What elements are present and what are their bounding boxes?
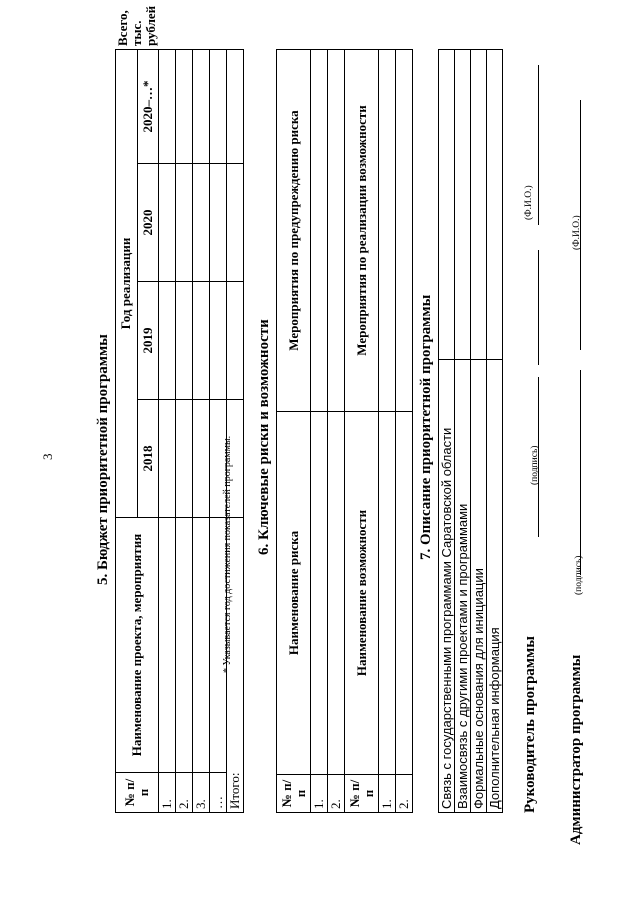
budget-year-2019: 2019	[137, 282, 159, 400]
budget-col-name: Наименование проекта, мероприятия	[116, 518, 159, 773]
table-row	[193, 50, 210, 813]
section7-title: 7. Описание приоритетной программы	[418, 294, 434, 560]
description-table	[438, 49, 503, 813]
budget-col-year-group: Год реализации	[116, 50, 138, 518]
name-line-leader	[538, 250, 539, 365]
risk-row-num: 1.	[311, 775, 328, 813]
description-row-label: Взаимосвязь с другими проектами и программами	[455, 360, 471, 813]
signature-role-leader: Руководитель программы	[522, 636, 538, 813]
opportunity-row-num: 2.	[396, 775, 413, 813]
section6-title: 6. Ключевые риски и возможности	[256, 319, 272, 555]
table-row	[487, 50, 503, 813]
table-row	[455, 50, 471, 813]
budget-row-num: 1.	[159, 773, 176, 813]
name-label-leader: (Ф.И.О.)	[524, 185, 534, 220]
opportunities-col-num: № п/п	[345, 775, 379, 813]
budget-row-num: 3.	[193, 773, 210, 813]
table-row	[328, 50, 345, 813]
opportunities-col-name: Наименование возможности	[345, 412, 379, 775]
description-row-label: Формальные основания для инициации	[471, 360, 487, 813]
risks-col-num: № п/п	[277, 775, 311, 813]
risks-col-risk: Наименование риска	[277, 412, 311, 775]
signature-label-admin: (подпись)	[574, 555, 584, 595]
description-row-label: Связь с государственными программами Саратовской области	[439, 360, 455, 813]
table-row	[471, 50, 487, 813]
table-row	[396, 50, 413, 813]
budget-footnote: * Указывается год достижения показателей программы.	[222, 435, 233, 673]
budget-row-num: …	[210, 773, 227, 813]
table-row	[210, 50, 227, 813]
section5-title: 5. Бюджет приоритетной программы	[95, 334, 111, 585]
budget-table: № п/п Наименование проекта, мероприятия Год реализации Всего, тыс. рублей 2018 2019 2020 2020–…* 1. 2. 3. … Итого:	[115, 49, 244, 813]
name-line-admin	[580, 250, 581, 350]
name-line-leader-2	[538, 65, 539, 225]
signature-label-leader: (подпись)	[530, 445, 540, 485]
description-row-label: Дополнительная информация	[487, 360, 503, 813]
table-row	[439, 50, 455, 813]
signature-line-admin	[580, 370, 581, 575]
budget-col-num: № п/п	[116, 773, 159, 813]
table-row	[176, 50, 193, 813]
opportunity-row-num: 1.	[379, 775, 396, 813]
table-row-total	[227, 50, 244, 813]
table-row	[379, 50, 396, 813]
risks-col-measures: Мероприятия по предупреждению риска	[277, 50, 311, 412]
budget-year-2020-plus: 2020–…*	[137, 50, 159, 164]
name-label-admin: (Ф.И.О.)	[572, 215, 582, 250]
table-row	[159, 50, 176, 813]
budget-row-num: 2.	[176, 773, 193, 813]
budget-total-label: Итого:	[227, 518, 244, 813]
risk-row-num: 2.	[328, 775, 345, 813]
budget-year-2018: 2018	[137, 400, 159, 518]
page-number: 3	[40, 453, 55, 460]
table-row	[311, 50, 328, 813]
risks-table	[276, 49, 413, 813]
budget-year-2020: 2020	[137, 164, 159, 282]
signature-role-admin: Администратор программы	[568, 654, 584, 845]
opportunities-col-measures: Мероприятия по реализации возможности	[345, 50, 379, 412]
